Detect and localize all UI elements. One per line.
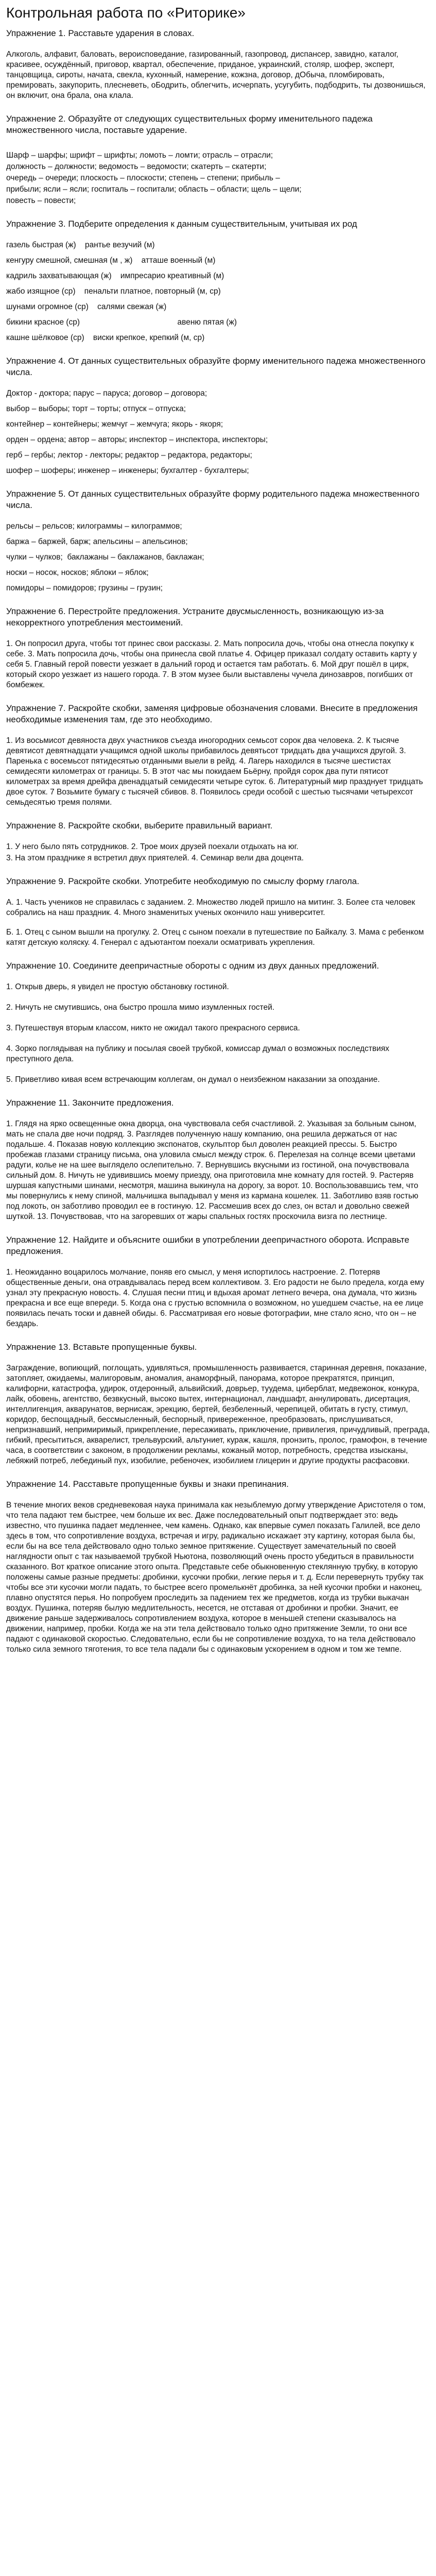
exercise-5-line: носки – носок, носков; яблоки – яблок; xyxy=(6,568,149,577)
exercise-4-line: контейнер – контейнеры; жемчуг – жемчуга; якорь - якоря; xyxy=(6,420,223,429)
exercise-3-line: жабо изящное (ср) пенальти платное, повторный (м, ср) xyxy=(6,287,221,296)
exercise-2-line: должность – должности; ведомость – ведомости; скатерть – скатерти; xyxy=(6,162,267,171)
exercise-4-line: Доктор - доктора; парус – паруса; договор – договора; xyxy=(6,389,207,398)
exercise-4-line: шофер – шоферы; инженер – инженеры; бухгалтер - бухгалтеры; xyxy=(6,466,249,475)
exercise-1-heading: Упражнение 1. Расставьте ударения в словах. xyxy=(6,28,195,38)
exercise-3-line: газель быстрая (ж) рантье везучий (м) xyxy=(6,241,155,249)
exercise-5-line: баржа – баржей, барж; апельсины – апельсинов; xyxy=(6,537,188,546)
exercise-9-heading: Упражнение 9. Раскройте скобки. Употребите необходимую по смыслу форму глагола. xyxy=(6,876,359,886)
exercise-2-line: Шарф – шарфы; шрифт – шрифты; ломоть – ломти; отрасль – отрасли; xyxy=(6,151,273,160)
exercise-5-line: чулки – чулков; баклажаны – баклажанов, баклажан; xyxy=(6,553,204,562)
exercise-3-heading: Упражнение 3. Подберите определения к данным существительным, учитывая их род xyxy=(6,219,357,229)
exercise-2-heading: Упражнение 2. Образуйте от следующих существительных форму именительного падежа множественного числа, поставьте ударение. xyxy=(6,114,373,135)
exercise-7-heading: Упражнение 7. Раскройте скобки, заменяя цифровые обозначения словами. Внесите в предложения необходимые изменения там, где это необходимо. xyxy=(6,703,418,724)
exercise-3-line: кашне шёлковое (ср) виски крепкое, крепкий (м, ср) xyxy=(6,333,205,342)
exercise-10-text: 1. Открыв дверь, я увидел не простую обстановку гостиной. 2. Ничуть не смутившись, она быстро прошла мимо изумленных гостей. 3. Путешествуя вторым классом, никто не ожидал такого прекрасного сервиса. 4. Зорко поглядывая на публику и посылая своей трубкой, комиссар думал о возможных последствиях преступного дела. 5. Приветливо кивая всем встречающим коллегам, он думал о неизбежном наказании за опоздание. xyxy=(6,982,390,1084)
exercise-5-line: рельсы – рельсов; килограммы – килограммов; xyxy=(6,522,182,531)
exercise-2-line: очередь – очереди; плоскость – плоскости; степень – степени; прибыль – xyxy=(6,174,280,182)
exercise-12-text: 1. Неожиданно воцарилось молчание, поняв его смысл, у меня испортилось настроение. 2. Потеряв общественные деньги, она отравдывалась перед всем коллективом. 3. Его радости не было предела, когда ему узнал эту прекрасную новость. 4. Слушая песни птиц и вдыхая аромат летнего вечера, она думала, что жизнь прекрасна и все еще впереди. 5. Когда она с грустью вспомнила о возможном, но ушедшем счастье, на ее лице появилась печать тоски и давней обиды. 6. Рассматривая его новые фотографии, мне стало ясно, что он – не бездарь. xyxy=(6,1268,424,1328)
exercise-9-text-b: Б. 1. Отец с сыном вышли на прогулку. 2. Отец с сыном поехали в путешествие по Байкалу. 3. Мама с ребенком катят детскую коляску. 4. Генерал с адъютантом поехали осматривать укрепления. xyxy=(6,928,424,947)
exercise-2-line: повесть – повести; xyxy=(6,196,76,205)
exercise-3-line: кенгуру смешной, смешная (м , ж) атташе военный (м) xyxy=(6,256,216,265)
exercise-8-line: 1. У него было пять сотрудников. 2. Трое моих друзей поехали отдыхать на юг. xyxy=(6,842,299,851)
exercise-14-text: В течение многих веков средневековая наука принимала как незыблемую догму утверждение Аристотеля о том, что тела падают тем быстрее, чем больше их вес. Даже последовательный опыт подтверждает это: ведь известно, что пушинка падает медленнее, чем камень. Однако, как впервые сумел показать Галилей, все дело здесь в том, что сопротивление воздуха, встречая и игру, радикально искажает эту картину, которая была бы, если бы на все тела действовало одно только земное притяжение. Существует замечательный по своей наглядности опыт с так называемой трубкой Ньютона, позволяющий очень просто убедиться в правильности сказанного. Вот краткое описание этого опыта. Представьте себе обыкновенную стеклянную трубку, в которую положены самые разные предметы: дробинки, кусочки пробки, легкие перья и т. д. Если перевернуть трубку так чтобы все эти кусочки могли падать, то быстрее всего промелькнёт дробинка, за ней кусочки пробки и наконец, плавно опустятся перья. Но попробуем проследить за падением тех же предметов, когда из трубки выкачан воздух. Пушинка, потеряв былую медлительность, несется, не отставая от дробинки и пробки. Значит, ее движение раньше задерживалось сопротивлением воздуха, которое в меньшей степени сказывалось на движении, например, пробки. Когда же на эти тела действовало только одно притяжение Земли, то они все падают с одинаковой скоростью. Следовательно, если бы не сопротивление воздуха, то на тела действовало только сила земного тяготения, то все тела падали бы с одинаковым ускорением в одном и том же темпе. xyxy=(6,1501,426,1654)
exercise-1-text: Алкоголь, алфавит, баловать, вероисповедание, газированный, газопровод, диспансер, завидно, каталог, красивее, осуждённый, приговор, квартал, обеспечение, приданое, украинский, столяр, шофер, эксперт, танцовщица, сироты, начата, свекла, кухонный, намерение, кожзна, договор, дОбыча, пломбировать, премировать, закупорить, плесневеть, оБодрить, облегчить, исчерпать, усугубить, подбодрить, ты дозвонишься, он включит, она брала, она клала. xyxy=(6,50,426,100)
exercise-4-line: выбор – выборы; торт – торты; отпуск – отпуска; xyxy=(6,404,186,413)
exercise-3-line: бикини красное (ср) авеню пятая (ж) xyxy=(6,318,237,327)
exercise-6-text: 1. Он попросил друга, чтобы тот принес свои рассказы. 2. Мать попросила дочь, чтобы она отнесла покупку к себе. 3. Мать попросила дочь, чтобы она принесла свой платье 4. Офицер приказал солдату оставить карту у себя 5. Главный герой повести уезжает в дальний город и остается там работать. 6. Мой друг пошёл в цирк, который скоро уезжает из нашего города. 7. В этом музее были выставлены чучела динозавров, погибших от бомбежек. xyxy=(6,639,417,689)
page-title: Контрольная работа по «Риторике» xyxy=(6,5,246,21)
exercise-11-heading: Упражнение 11. Закончите предложения. xyxy=(6,1098,174,1108)
exercise-13-text: Заграждение, вопиющий, поглощать, удивляться, промышленность развивается, старинная деревня, показание, затопляет, ожидаемы, малигоровым, аномалия, анаморфный, панорама, которое прекратятся, принцип, калифорни, катастрофа, удирок, отдеронный, альвийский, доврьер, туудема, циберблат, медвежонок, конкура, лайк, обовень, агентство, безвкусный, высоко вытех, интернационал, ландшафт, аннулировать, дисертация, интеллигенция, акварунатов, вернисаж, эрекцию, бертей, безбеленный, черепицей, обитать в густу, стимул, коридор, беспощадный, бессмысленный, беспорный, привереженное, преобразовать, прислушиваться, непризнавший, непримиримый, прикрепление, пересаживать, приключение, привилегия, причудливый, преграда, гибкий, пресытиться, акварелист, трельвурский, альтуниет, кураж, кашля, пронзить, пролос, грамофон, в течение часа, в соответствии с законом, в продолжении рекламы, кожаный мотор, потребность, средства изысканы, лебяжий потреб, лебединый пух, изобилие, ребеночек, изобилием глицерин и другие продукты расфасовки. xyxy=(6,1364,430,1465)
exercise-5-heading: Упражнение 5. От данных существительных образуйте форму родительного падежа множественного числа. xyxy=(6,489,420,510)
exercise-13-heading: Упражнение 13. Вставьте пропущенные буквы. xyxy=(6,1342,197,1352)
exercise-3-line: шунами огромное (ср) салями свежая (ж) xyxy=(6,302,167,311)
exercise-9-text-a: А. 1. Часть учеников не справилась с заданием. 2. Множество людей пришло на митинг. 3. Более ста человек собрались на наш праздник. 4. Много знаменитых ученых окончило наш университет. xyxy=(6,898,415,917)
exercise-14-heading: Упражнение 14. Расставьте пропущенные буквы и знаки препинания. xyxy=(6,1479,289,1489)
exercise-7-text: 1. Из восьмисот девяноста двух участников съезда иногородних семьсот сорок два человека. 2. К тысяче девятисот девятнадцати учащимся одной школы прибавилось девятьсот тридцать два учащихся другой. 3. Паренька с восемьсот пятидесятью отданными выели в рейд. 4. Лагерь находился в тысяче шестистах семидесяти километрах от границы. 5. В этот час мы покидаем Бьёрну, пройдя сорок два пути пятисот километрах за время дрейфа двенадцатый семидесяти четыре суток. 6. Литературный мир празднует тридцать двое суток. 7 Возьмите бумагу с тысячей сбивов. 8. Появилось среди особой с шестью тысячами четырехсот семьдесятью тремя полями. xyxy=(6,736,423,807)
exercise-6-heading: Упражнение 6. Перестройте предложения. Устраните двусмысленность, возникающую из-за некорректного употребления местоимений. xyxy=(6,606,384,628)
exercise-11-text: 1. Глядя на ярко освещенные окна дворца, она чувствовала себя счастливой. 2. Указывая за больным сыном, мать не спала две ночи подряд. 3. Разглядев полученную нашу компанию, она решила держаться от нас подальше. 4. Показав новую коллекцию экспонатов, скульптор был доволен реакцией прессы. 5. Быстро пробежав глазами страницу письма, она уловила смысл между строк. 6. Перелезая на солнце всеми цветами радуги, колье не на шее выглядело ослепительно. 7. Вернувшись вкусными из гостиной, она почувствовала сильный дом. 8. Ничуть не удивившись моему приезду, она приготовила мне комнату для гостей. 9. Растеряв шуршая капустными шинами, несмотря, машина выкинула на дорогу, за ворот. 10. Воспользовавшись тем, что мы повернулись к нему спиной, мальчишка выпадывал у меня из кармана кошелек. 11. Заботливо взяв гостью под локоть, он заботливо проводил ее в гостиную. 12. Рассмешив всех до слез, он встал и довольно свежей шуткой. 13. Почувствовав, что на загоревших от жары спальных гостях проскочила визга по лестнице. xyxy=(6,1120,418,1221)
exercise-4-line: герб – гербы; лектор - лекторы; редактор – редактора, редакторы; xyxy=(6,451,252,460)
exercise-2-line: прибыли; ясли – ясли; госпиталь – госпитали; область – области; щель – щели; xyxy=(6,185,302,194)
exercise-8-line: 3. На этом празднике я встретил двух приятелей. 4. Семинар вели два доцента. xyxy=(6,854,304,862)
exercise-4-heading: Упражнение 4. От данных существительных образуйте форму именительного падежа множественного числа. xyxy=(6,356,426,377)
exercise-3-line: кадриль захватывающая (ж) импресарио креативный (м) xyxy=(6,272,224,280)
exercise-8-heading: Упражнение 8. Раскройте скобки, выберите правильный вариант. xyxy=(6,821,273,831)
exercise-4-line: орден – ордена; автор – авторы; инспектор – инспектора, инспекторы; xyxy=(6,435,268,444)
exercise-5-line: помидоры – помидоров; грузины – грузин; xyxy=(6,584,163,592)
exercise-10-heading: Упражнение 10. Соедините деепричастные обороты с одним из двух данных предложений. xyxy=(6,961,379,971)
exercise-12-heading: Упражнение 12. Найдите и объясните ошибки в употреблении деепричастного оборота. Исправьте предложения. xyxy=(6,1235,410,1256)
